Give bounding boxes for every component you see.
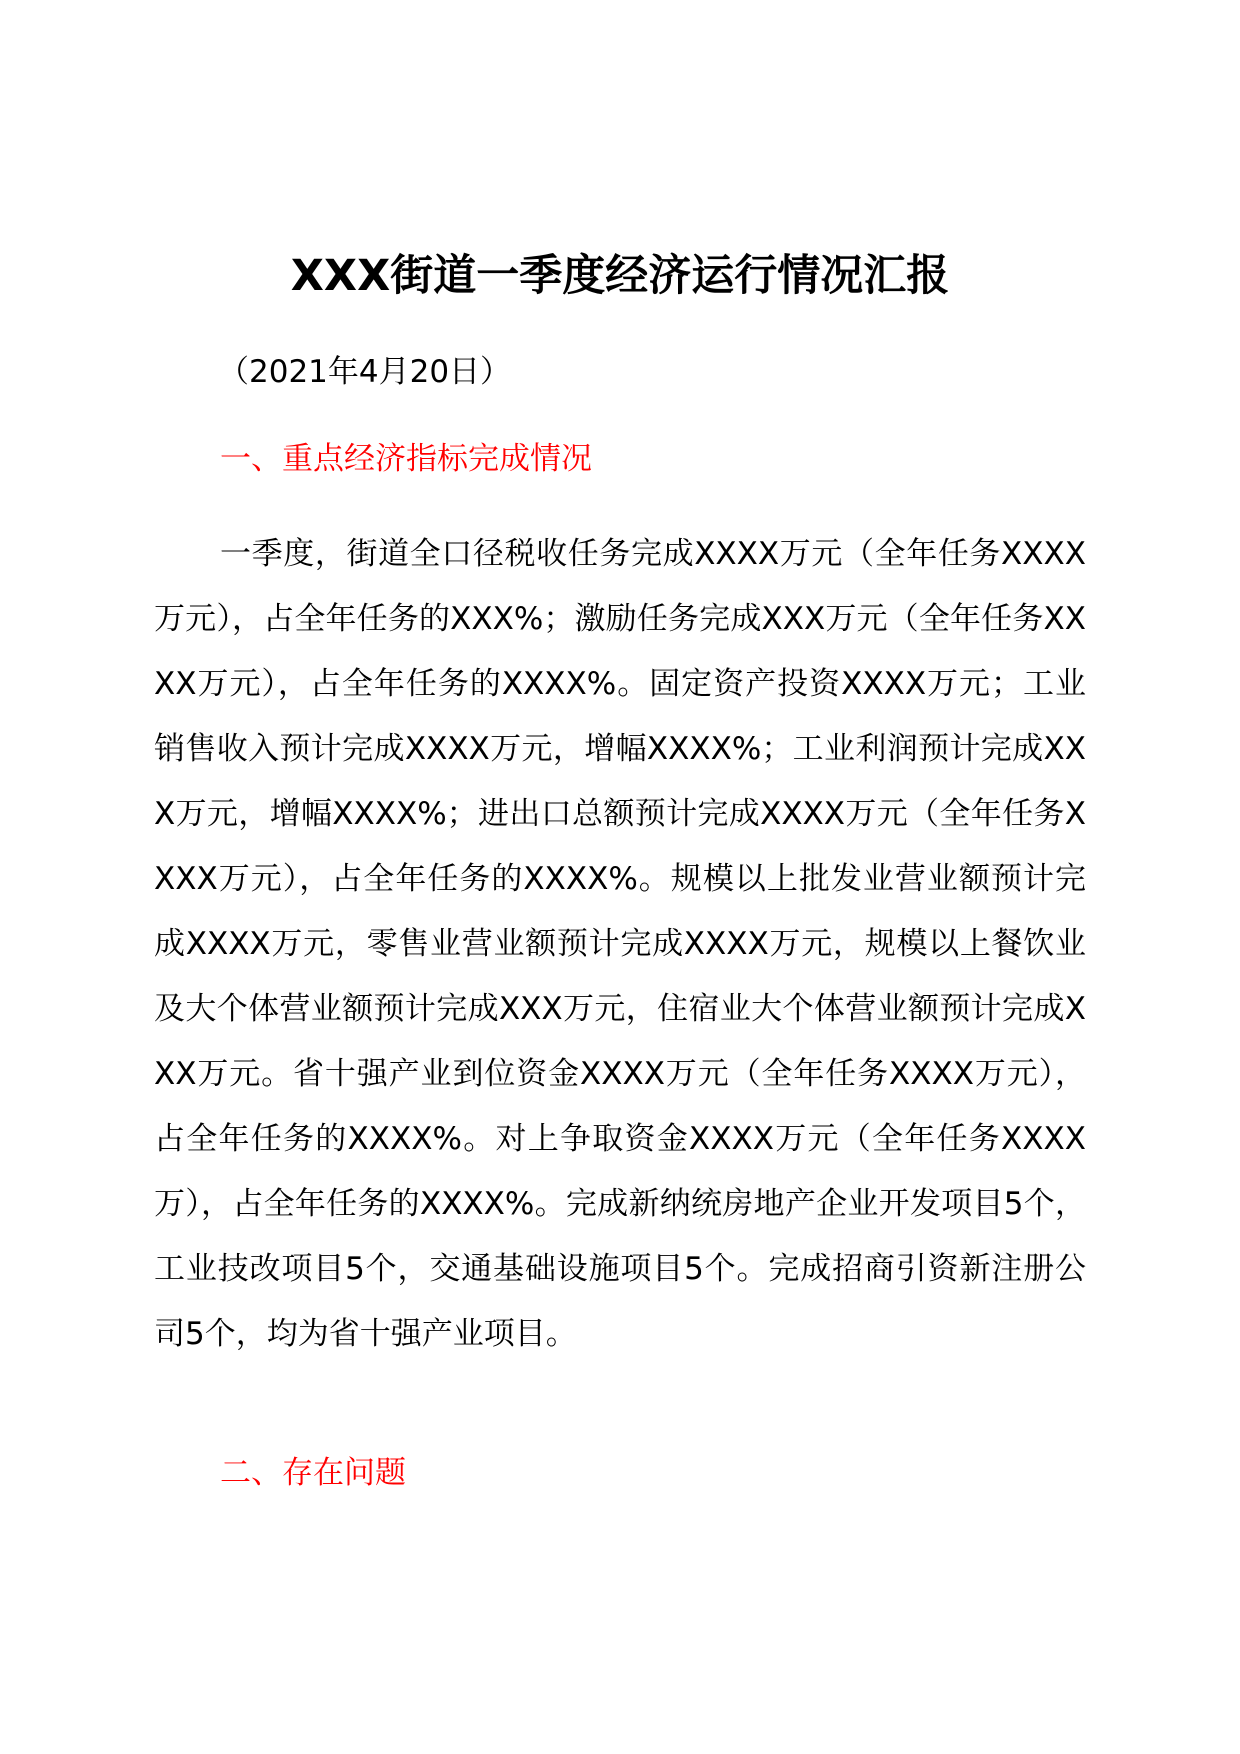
section-1-paragraph: 一季度，街道全口径税收任务完成XXXX万元（全年任务XXXX万元），占全年任务的XXX%；激励任务完成XXX万元（全年任务XXXX万元），占全年任务的XXXX%。固定资产投资XXXX万元；工业销售收入预计完成XXXX万元，增幅XXXX%；工业利润预计完成XXX万元，增幅XXXX%；进出口总额预计完成XXXX万元（全年任务XXXX万元），占全年任务的XXXX%。规模以上批发业营业额预计完成XXXX万元，零售业营业额预计完成XXXX万元，规模以上餐饮业及大个体营业额预计完成XXX万元，住宿业大个体营业额预计完成XXX万元。省十强产业到位资金XXXX万元（全年任务XXXX万元），占全年任务的XXXX%。对上争取资金XXXX万元（全年任务XXXX万），占全年任务的XXXX%。完成新纳统房地产企业开发项目5个，工业技改项目5个，交通基础设施项目5个。完成招商引资新注册公司5个，均为省十强产业项目。 [154, 536, 1086, 1352]
section-heading-1: 一、重点经济指标完成情况 [220, 441, 592, 477]
document-date: （2021年4月20日） [218, 354, 512, 390]
section-heading-2: 二、存在问题 [220, 1455, 406, 1491]
document-title: XXX街道一季度经济运行情况汇报 [290, 251, 950, 301]
